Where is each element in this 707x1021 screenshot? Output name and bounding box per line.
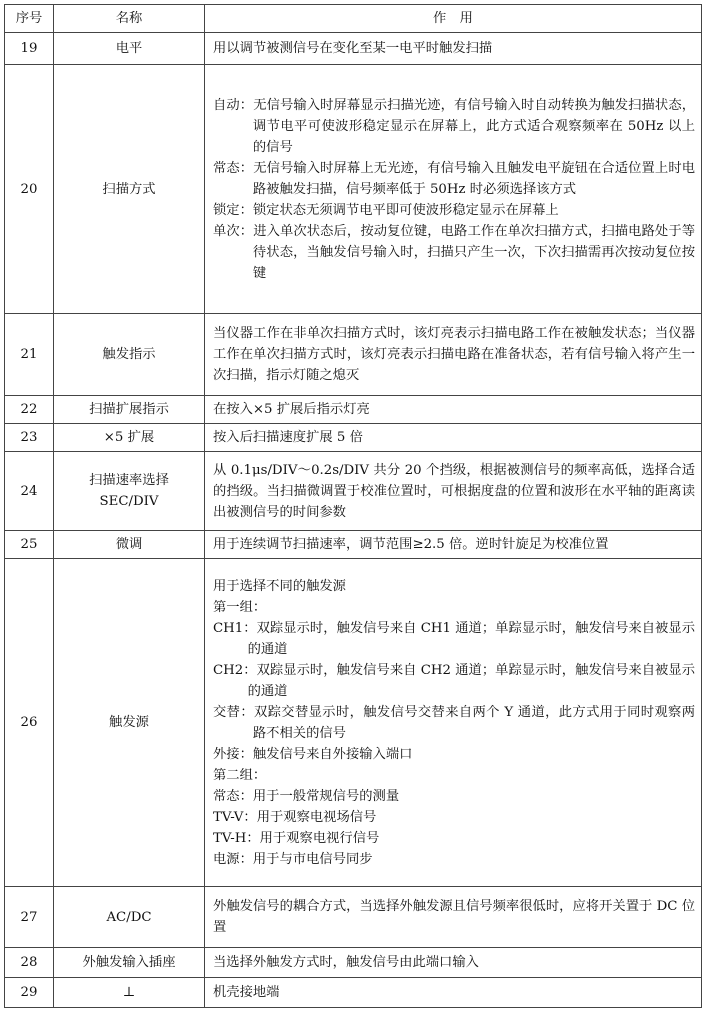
row-index: 23 [5, 424, 54, 452]
row-index: 21 [5, 314, 54, 396]
desc-label: 电源： [213, 851, 253, 867]
desc-label: 外接： [213, 746, 253, 762]
row-description [205, 559, 702, 887]
desc-line [213, 95, 695, 158]
row-index: 24 [5, 452, 54, 531]
desc-label: CH1： [213, 620, 257, 636]
table-row [5, 424, 702, 452]
table-row [5, 33, 702, 65]
row-name: AC/DC [54, 887, 205, 948]
ground-symbol: ⊥ [54, 978, 205, 1008]
desc-text: 双踪交替显示时，触发信号交替来自两个 Y 通道，此方式用于同时观察两路不相关的信号 [252, 704, 696, 741]
row-index: 26 [5, 559, 54, 887]
desc-line [213, 702, 695, 744]
table-row [5, 948, 702, 978]
desc-label: 自动： [213, 97, 254, 113]
header-function: 作 用 [205, 5, 702, 33]
desc-line [213, 744, 695, 765]
row-name-line1: 扫描速率选择 [89, 473, 169, 488]
desc-text: 用于选择不同的触发源 [213, 578, 346, 594]
header-index: 序号 [5, 5, 54, 33]
table-row [5, 396, 702, 424]
desc-label: 常态： [213, 160, 254, 176]
desc-text: 用于与市电信号同步 [252, 851, 373, 867]
desc-text: 锁定状态无须调节电平即可使波形稳定显示在屏幕上 [252, 202, 559, 218]
row-index: 29 [5, 978, 54, 1008]
table-row [5, 452, 702, 531]
desc-line [213, 849, 695, 870]
row-description [205, 65, 702, 314]
row-name: 扫描扩展指示 [54, 396, 205, 424]
row-index: 20 [5, 65, 54, 314]
row-description: 机壳接地端 [205, 978, 702, 1008]
desc-text: 用于观察电视行信号 [259, 830, 380, 846]
table-row [5, 531, 702, 559]
desc-text: 无信号输入时屏幕上无光迹，有信号输入且触发电平旋钮在合适位置上时电路被触发扫描，信号频率低于 50Hz 时必须选择该方式 [252, 160, 696, 197]
row-name: 触发指示 [54, 314, 205, 396]
row-description: 外触发信号的耦合方式，当选择外触发源且信号频率很低时，应将开关置于 DC 位置 [205, 887, 702, 948]
row-name: 触发源 [54, 559, 205, 887]
desc-label: 锁定： [213, 202, 253, 218]
row-description: 在按入×5 扩展后指示灯亮 [205, 396, 702, 424]
row-name: 扫描方式 [54, 65, 205, 314]
desc-label: CH2： [213, 662, 257, 678]
desc-label: TV-V： [213, 809, 257, 825]
table-header-row [5, 5, 702, 33]
desc-text: 用于一般常规信号的测量 [252, 788, 400, 804]
header-name: 名称 [54, 5, 205, 33]
desc-line [213, 576, 695, 597]
row-name [54, 452, 205, 531]
row-name: ×5 扩展 [54, 424, 205, 452]
row-description: 用以调节被测信号在变化至某一电平时触发扫描 [205, 33, 702, 65]
desc-text: 进入单次状态后，按动复位键，电路工作在单次扫描方式，扫描电路处于等待状态，当触发信号输入时，扫描只产生一次，下次扫描需再次按动复位按键 [252, 223, 696, 281]
desc-text: 用于观察电视场信号 [256, 809, 377, 825]
desc-label: 单次： [213, 223, 254, 239]
row-index: 25 [5, 531, 54, 559]
table-row [5, 314, 702, 396]
row-name: 电平 [54, 33, 205, 65]
desc-text: 触发信号来自外接输入端口 [252, 746, 413, 762]
desc-line [213, 158, 695, 200]
desc-text: 双踪显示时，触发信号来自 CH2 通道；单踪显示时，触发信号来自被显示的通道 [247, 662, 696, 699]
desc-label: 交替： [213, 704, 254, 720]
desc-line [213, 786, 695, 807]
desc-line [213, 828, 695, 849]
desc-label: TV-H： [213, 830, 260, 846]
desc-line [213, 597, 695, 618]
desc-label: 常态： [213, 788, 253, 804]
row-description: 当仪器工作在非单次扫描方式时，该灯亮表示扫描电路工作在被触发状态；当仪器工作在单次扫描方式时，该灯亮表示扫描电路在准备状态，若有信号输入将产生一次扫描，指示灯随之熄灭 [205, 314, 702, 396]
row-description: 按入后扫描速度扩展 5 倍 [205, 424, 702, 452]
oscilloscope-controls-table [4, 4, 702, 1008]
row-description: 用于连续调节扫描速率，调节范围≥2.5 倍。逆时针旋足为校准位置 [205, 531, 702, 559]
desc-text: 无信号输入时屏幕显示扫描光迹，有信号输入时自动转换为触发扫描状态，调节电平可使波形稳定显示在屏幕上，此方式适合观察频率在 50Hz 以上的信号 [252, 97, 696, 155]
desc-text: 第一组： [213, 599, 267, 615]
row-index: 19 [5, 33, 54, 65]
row-description: 从 0.1μs/DIV～0.2s/DIV 共分 20 个挡级，根据被测信号的频率高低，选择合适的挡级。当扫描微调置于校准位置时，可根据度盘的位置和波形在水平轴的距离读出被测信号的时间参数 [205, 452, 702, 531]
row-name: 微调 [54, 531, 205, 559]
desc-line [213, 221, 695, 284]
desc-line [213, 660, 695, 702]
row-name: 外触发输入插座 [54, 948, 205, 978]
desc-line [213, 807, 695, 828]
table-row [5, 887, 702, 948]
table-row [5, 978, 702, 1008]
row-index: 22 [5, 396, 54, 424]
row-description: 当选择外触发方式时，触发信号由此端口输入 [205, 948, 702, 978]
desc-line [213, 618, 695, 660]
desc-line [213, 200, 695, 221]
table-row [5, 559, 702, 887]
row-index: 27 [5, 887, 54, 948]
row-name-line2: SEC/DIV [99, 494, 159, 509]
desc-line [213, 765, 695, 786]
desc-text: 第二组： [213, 767, 267, 783]
row-index: 28 [5, 948, 54, 978]
desc-text: 双踪显示时，触发信号来自 CH1 通道；单踪显示时，触发信号来自被显示的通道 [247, 620, 696, 657]
table-row [5, 65, 702, 314]
